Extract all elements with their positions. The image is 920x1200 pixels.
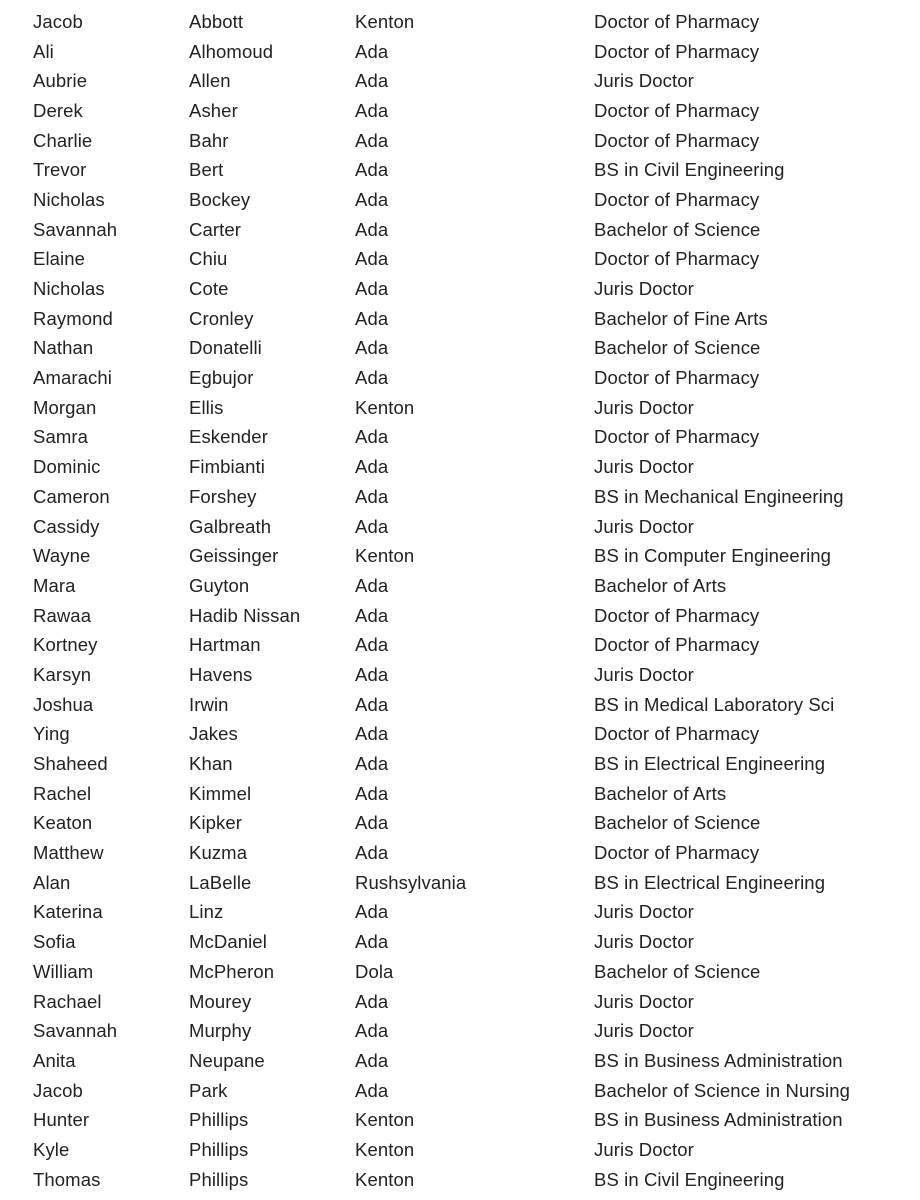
last-name-cell: Bahr <box>189 129 229 151</box>
first-name-cell: Ying <box>33 723 70 745</box>
first-name-cell: Nicholas <box>33 278 105 300</box>
first-name-cell: Sofia <box>33 931 76 953</box>
hometown-cell: Ada <box>355 248 389 270</box>
hometown-cell: Kenton <box>355 545 415 567</box>
degree-cell: Juris Doctor <box>594 70 694 92</box>
degree-cell: Bachelor of Arts <box>594 782 727 804</box>
degree-cell: Doctor of Pharmacy <box>594 10 760 32</box>
hometown-cell: Ada <box>355 129 389 151</box>
first-name-cell: Matthew <box>33 842 104 864</box>
hometown-cell: Ada <box>355 604 389 626</box>
last-name-cell: Park <box>189 1079 228 1101</box>
last-name-cell: Kuzma <box>189 842 248 864</box>
last-name-cell: Neupane <box>189 1049 265 1071</box>
last-name-cell: Asher <box>189 99 238 121</box>
hometown-cell: Kenton <box>355 396 415 418</box>
degree-cell: Doctor of Pharmacy <box>594 842 760 864</box>
hometown-cell: Ada <box>355 812 389 834</box>
hometown-cell: Ada <box>355 782 389 804</box>
roster-row <box>33 749 903 779</box>
last-name-cell: Phillips <box>189 1168 249 1190</box>
last-name-cell: Khan <box>189 753 233 775</box>
degree-cell: BS in Computer Engineering <box>594 545 832 567</box>
degree-cell: Bachelor of Science <box>594 812 761 834</box>
first-name-cell: Katerina <box>33 901 103 923</box>
degree-cell: Doctor of Pharmacy <box>594 40 760 62</box>
roster-row <box>33 927 903 957</box>
last-name-cell: Murphy <box>189 1020 252 1042</box>
last-name-cell: Forshey <box>189 485 257 507</box>
degree-cell: BS in Mechanical Engineering <box>594 485 844 507</box>
hometown-cell: Ada <box>355 515 389 537</box>
first-name-cell: Elaine <box>33 248 86 270</box>
last-name-cell: Phillips <box>189 1109 249 1131</box>
last-name-cell: Galbreath <box>189 515 272 537</box>
degree-cell: Juris Doctor <box>594 456 694 478</box>
degree-cell: Juris Doctor <box>594 278 694 300</box>
roster-row <box>33 898 903 928</box>
last-name-cell: Linz <box>189 901 224 923</box>
roster-row <box>33 779 903 809</box>
first-name-cell: Raymond <box>33 307 113 329</box>
hometown-cell: Dola <box>355 960 394 982</box>
roster-row <box>33 363 903 393</box>
first-name-cell: Amarachi <box>33 367 112 389</box>
degree-cell: Bachelor of Science <box>594 218 761 240</box>
roster-row <box>33 155 903 185</box>
last-name-cell: Geissinger <box>189 545 279 567</box>
first-name-cell: William <box>33 960 94 982</box>
degree-cell: Juris Doctor <box>594 901 694 923</box>
first-name-cell: Morgan <box>33 396 97 418</box>
hometown-cell: Kenton <box>355 1109 415 1131</box>
degree-cell: Doctor of Pharmacy <box>594 129 760 151</box>
degree-cell: Juris Doctor <box>594 1020 694 1042</box>
hometown-cell: Ada <box>355 663 389 685</box>
first-name-cell: Derek <box>33 99 83 121</box>
hometown-cell: Ada <box>355 990 389 1012</box>
hometown-cell: Ada <box>355 456 389 478</box>
last-name-cell: Irwin <box>189 693 229 715</box>
roster-row <box>33 126 903 156</box>
hometown-cell: Ada <box>355 307 389 329</box>
roster-row <box>33 1046 903 1076</box>
first-name-cell: Thomas <box>33 1168 101 1190</box>
last-name-cell: Chiu <box>189 248 228 270</box>
first-name-cell: Trevor <box>33 159 87 181</box>
first-name-cell: Jacob <box>33 1079 83 1101</box>
hometown-cell: Ada <box>355 901 389 923</box>
roster-row <box>33 809 903 839</box>
roster-row <box>33 274 903 304</box>
last-name-cell: McDaniel <box>189 931 267 953</box>
first-name-cell: Alan <box>33 871 71 893</box>
first-name-cell: Joshua <box>33 693 94 715</box>
roster-row <box>33 987 903 1017</box>
last-name-cell: Ellis <box>189 396 224 418</box>
hometown-cell: Ada <box>355 1049 389 1071</box>
last-name-cell: Fimbianti <box>189 456 265 478</box>
degree-cell: Doctor of Pharmacy <box>594 367 760 389</box>
first-name-cell: Rachael <box>33 990 102 1012</box>
degree-cell: Bachelor of Science <box>594 337 761 359</box>
roster-row <box>33 304 903 334</box>
last-name-cell: Havens <box>189 663 253 685</box>
hometown-cell: Ada <box>355 1079 389 1101</box>
hometown-cell: Ada <box>355 574 389 596</box>
hometown-cell: Ada <box>355 723 389 745</box>
first-name-cell: Mara <box>33 574 76 596</box>
last-name-cell: Cote <box>189 278 229 300</box>
hometown-cell: Ada <box>355 99 389 121</box>
last-name-cell: Kimmel <box>189 782 252 804</box>
degree-cell: Doctor of Pharmacy <box>594 604 760 626</box>
hometown-cell: Ada <box>355 40 389 62</box>
degree-cell: Juris Doctor <box>594 396 694 418</box>
roster-row <box>33 512 903 542</box>
roster-row <box>33 838 903 868</box>
roster-row <box>33 245 903 275</box>
roster-row <box>33 185 903 215</box>
hometown-cell: Ada <box>355 218 389 240</box>
first-name-cell: Dominic <box>33 456 101 478</box>
last-name-cell: Egbujor <box>189 367 254 389</box>
hometown-cell: Ada <box>355 188 389 210</box>
hometown-cell: Rushsylvania <box>355 871 467 893</box>
roster-row <box>33 215 903 245</box>
degree-cell: Doctor of Pharmacy <box>594 426 760 448</box>
first-name-cell: Cassidy <box>33 515 100 537</box>
roster-row <box>33 482 903 512</box>
hometown-cell: Ada <box>355 485 389 507</box>
first-name-cell: Wayne <box>33 545 91 567</box>
roster-row <box>33 690 903 720</box>
first-name-cell: Cameron <box>33 485 110 507</box>
roster-row <box>33 601 903 631</box>
hometown-cell: Ada <box>355 367 389 389</box>
first-name-cell: Charlie <box>33 129 93 151</box>
first-name-cell: Ali <box>33 40 54 62</box>
degree-cell: BS in Electrical Engineering <box>594 753 826 775</box>
degree-cell: Bachelor of Fine Arts <box>594 307 768 329</box>
hometown-cell: Kenton <box>355 1168 415 1190</box>
hometown-cell: Kenton <box>355 10 415 32</box>
first-name-cell: Karsyn <box>33 663 92 685</box>
last-name-cell: Mourey <box>189 990 252 1012</box>
roster-row <box>33 1016 903 1046</box>
first-name-cell: Anita <box>33 1049 76 1071</box>
degree-cell: BS in Electrical Engineering <box>594 871 826 893</box>
roster-row <box>33 1105 903 1135</box>
first-name-cell: Savannah <box>33 218 118 240</box>
roster-row <box>33 571 903 601</box>
degree-cell: Doctor of Pharmacy <box>594 248 760 270</box>
first-name-cell: Aubrie <box>33 70 88 92</box>
roster-row <box>33 957 903 987</box>
hometown-cell: Ada <box>355 159 389 181</box>
first-name-cell: Kyle <box>33 1138 70 1160</box>
degree-cell: Bachelor of Science <box>594 960 761 982</box>
degree-cell: Juris Doctor <box>594 1138 694 1160</box>
last-name-cell: Carter <box>189 218 241 240</box>
degree-cell: BS in Civil Engineering <box>594 1168 785 1190</box>
degree-cell: Doctor of Pharmacy <box>594 634 760 656</box>
first-name-cell: Savannah <box>33 1020 118 1042</box>
roster-row <box>33 720 903 750</box>
roster-row <box>33 660 903 690</box>
degree-cell: Doctor of Pharmacy <box>594 188 760 210</box>
hometown-cell: Ada <box>355 337 389 359</box>
last-name-cell: Donatelli <box>189 337 262 359</box>
last-name-cell: LaBelle <box>189 871 252 893</box>
roster-row <box>33 423 903 453</box>
roster-row <box>33 1165 903 1195</box>
first-name-cell: Kortney <box>33 634 98 656</box>
degree-cell: BS in Business Administration <box>594 1049 843 1071</box>
hometown-cell: Ada <box>355 693 389 715</box>
last-name-cell: Abbott <box>189 10 244 32</box>
roster-row <box>33 630 903 660</box>
hometown-cell: Ada <box>355 634 389 656</box>
degree-cell: Doctor of Pharmacy <box>594 723 760 745</box>
roster-row <box>33 393 903 423</box>
hometown-cell: Ada <box>355 1020 389 1042</box>
roster-row <box>33 452 903 482</box>
degree-cell: BS in Civil Engineering <box>594 159 785 181</box>
roster-row <box>33 868 903 898</box>
first-name-cell: Nathan <box>33 337 94 359</box>
roster-row <box>33 7 903 37</box>
degree-cell: Juris Doctor <box>594 990 694 1012</box>
last-name-cell: Jakes <box>189 723 238 745</box>
last-name-cell: Bockey <box>189 188 251 210</box>
roster-row <box>33 334 903 364</box>
hometown-cell: Ada <box>355 426 389 448</box>
degree-cell: Juris Doctor <box>594 931 694 953</box>
first-name-cell: Shaheed <box>33 753 108 775</box>
roster-row <box>33 1135 903 1165</box>
last-name-cell: Hadib Nissan <box>189 604 301 626</box>
hometown-cell: Ada <box>355 931 389 953</box>
hometown-cell: Ada <box>355 278 389 300</box>
first-name-cell: Hunter <box>33 1109 90 1131</box>
last-name-cell: Phillips <box>189 1138 249 1160</box>
hometown-cell: Kenton <box>355 1138 415 1160</box>
roster-row <box>33 96 903 126</box>
degree-cell: Juris Doctor <box>594 663 694 685</box>
degree-cell: BS in Medical Laboratory Sci <box>594 693 835 715</box>
last-name-cell: Guyton <box>189 574 250 596</box>
degree-cell: Juris Doctor <box>594 515 694 537</box>
graduate-roster <box>33 7 903 1195</box>
first-name-cell: Keaton <box>33 812 93 834</box>
degree-cell: Bachelor of Science in Nursing <box>594 1079 850 1101</box>
first-name-cell: Rawaa <box>33 604 92 626</box>
roster-row <box>33 37 903 67</box>
last-name-cell: Allen <box>189 70 231 92</box>
first-name-cell: Jacob <box>33 10 83 32</box>
roster-row <box>33 541 903 571</box>
roster-row <box>33 1076 903 1106</box>
hometown-cell: Ada <box>355 842 389 864</box>
first-name-cell: Rachel <box>33 782 92 804</box>
last-name-cell: Bert <box>189 159 224 181</box>
hometown-cell: Ada <box>355 753 389 775</box>
degree-cell: Doctor of Pharmacy <box>594 99 760 121</box>
first-name-cell: Samra <box>33 426 88 448</box>
last-name-cell: Kipker <box>189 812 243 834</box>
last-name-cell: Hartman <box>189 634 261 656</box>
last-name-cell: Alhomoud <box>189 40 274 62</box>
degree-cell: BS in Business Administration <box>594 1109 843 1131</box>
last-name-cell: Eskender <box>189 426 268 448</box>
roster-row <box>33 66 903 96</box>
hometown-cell: Ada <box>355 70 389 92</box>
first-name-cell: Nicholas <box>33 188 105 210</box>
last-name-cell: Cronley <box>189 307 254 329</box>
degree-cell: Bachelor of Arts <box>594 574 727 596</box>
last-name-cell: McPheron <box>189 960 275 982</box>
